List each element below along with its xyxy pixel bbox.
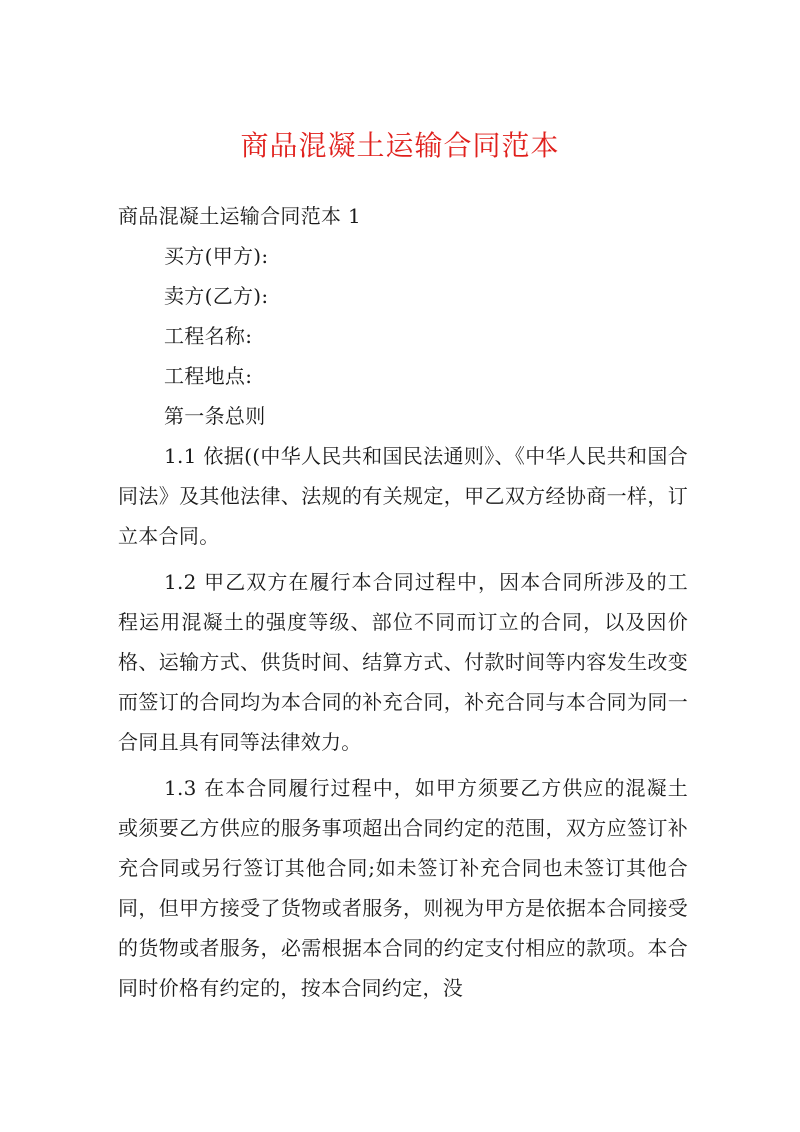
article-heading: 第一条总则 bbox=[164, 404, 266, 428]
document-title: 商品混凝土运输合同范本 bbox=[240, 129, 560, 162]
project-name-field: 工程名称: bbox=[164, 324, 253, 348]
document-subtitle: 商品混凝土运输合同范本 1 bbox=[118, 204, 361, 228]
seller-field: 卖方(乙方): bbox=[164, 284, 269, 308]
clause-paragraph: 1.1 依据((中华人民共和国民法通则》、《中华人民共和国合同法》及其他法律、法规的有关规定，甲乙双方经协商一样，订立本合同。 bbox=[118, 444, 688, 548]
buyer-field: 买方(甲方): bbox=[164, 244, 269, 268]
clause-paragraph: 1.3 在本合同履行过程中，如甲方须要乙方供应的混凝土或须要乙方供应的服务事项超出合同约定的范围，双方应签订补充合同或另行签订其他合同;如未签订补充合同也未签订其他合同，但甲方接受了货物或者服务，则视为甲方是依据本合同接受的货物或者服务，必需根据本合同的约定支付相应的款项。本合同时价格有约定的，按本合同约定，没 bbox=[118, 776, 688, 1000]
document-body bbox=[118, 196, 688, 1008]
clause-paragraph: 1.2 甲乙双方在履行本合同过程中，因本合同所涉及的工程运用混凝土的强度等级、部位不同而订立的合同，以及因价格、运输方式、供货时间、结算方式、付款时间等内容发生改变而签订的合同均为本合同的补充合同，补充合同与本合同为同一合同且具有同等法律效力。 bbox=[118, 570, 688, 754]
project-location-field: 工程地点: bbox=[164, 364, 253, 388]
